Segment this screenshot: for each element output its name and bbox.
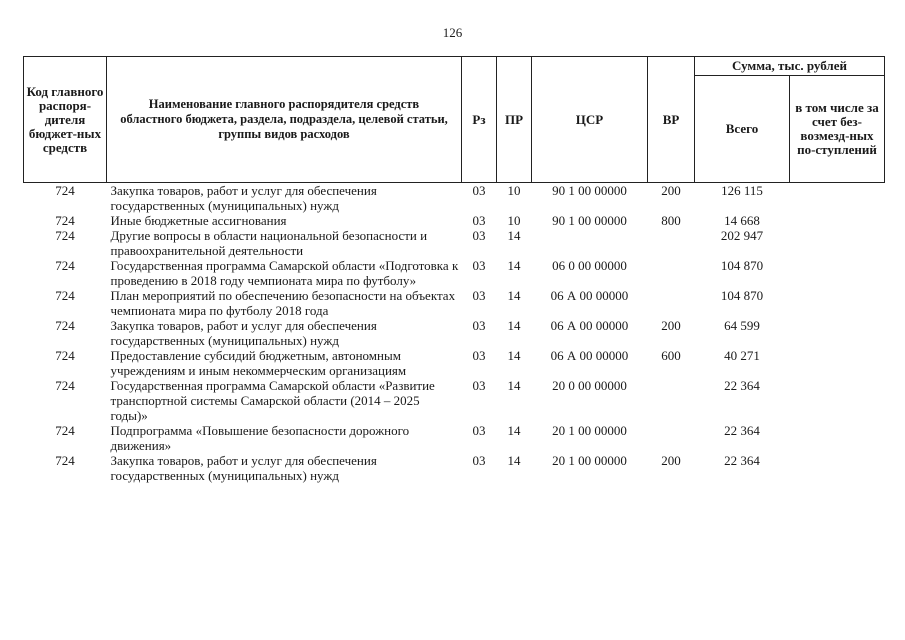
cell-rz: 03 [472,213,486,228]
table-row [24,378,885,423]
table-row [24,423,885,453]
cell-total: 22 364 [724,423,760,438]
cell-csr: 06 0 00 00000 [552,258,627,273]
cell-pr: 10 [507,183,521,198]
table-row [24,183,885,214]
table-body [24,183,885,484]
cell-name: Закупка товаров, работ и услуг для обеспечения государственных (муниципальных) нужд [110,318,377,348]
cell-csr: 20 1 00 00000 [552,423,627,438]
cell-pr: 14 [507,228,521,243]
cell-gratuitous [790,288,885,318]
cell-name: Государственная программа Самарской области «Развитие транспортной системы Самарской области (2014 – 2025 годы)» [110,378,435,423]
page-number: 126 [442,25,463,40]
cell-code: 724 [55,348,75,363]
cell-gratuitous [790,348,885,378]
header-total: Всего [695,76,790,183]
table-row [24,213,885,228]
table-row [24,453,885,483]
header-csr: ЦСР [532,57,648,183]
table-row [24,318,885,348]
table-row [24,288,885,318]
cell-vr [648,378,695,423]
cell-total: 14 668 [724,213,760,228]
cell-gratuitous [790,318,885,348]
cell-code: 724 [55,183,75,198]
cell-gratuitous [790,423,885,453]
cell-vr [648,423,695,453]
cell-name: Подпрограмма «Повышение безопасности дорожного движения» [110,423,410,453]
header-name-main: Наименование главного распорядителя средств [148,97,420,111]
cell-rz: 03 [472,378,486,393]
cell-gratuitous [790,378,885,423]
cell-vr [648,258,695,288]
cell-csr: 06 А 00 00000 [550,348,629,363]
cell-pr: 14 [507,258,521,273]
header-sum: Сумма, тыс. рублей [695,57,885,76]
cell-code: 724 [55,288,75,303]
cell-name: Закупка товаров, работ и услуг для обеспечения государственных (муниципальных) нужд [110,453,377,483]
cell-name: План мероприятий по обеспечению безопасности на объектах чемпионата мира по футболу 2018 года [110,288,456,318]
table-header [24,57,885,183]
table-row [24,258,885,288]
cell-name: Иные бюджетные ассигнования [110,213,287,228]
cell-gratuitous [790,183,885,214]
cell-rz: 03 [472,228,486,243]
cell-gratuitous [790,453,885,483]
cell-total: 22 364 [724,378,760,393]
cell-total: 22 364 [724,453,760,468]
cell-csr: 06 А 00 00000 [550,318,629,333]
cell-code: 724 [55,453,75,468]
cell-total: 64 599 [724,318,760,333]
cell-total: 104 870 [720,288,764,303]
cell-code: 724 [55,423,75,438]
cell-name: Закупка товаров, работ и услуг для обеспечения государственных (муниципальных) нужд [110,183,377,213]
cell-gratuitous [790,258,885,288]
cell-pr: 14 [507,288,521,303]
cell-code: 724 [55,378,75,393]
cell-code: 724 [55,213,75,228]
cell-csr [532,228,648,258]
cell-gratuitous [790,213,885,228]
cell-csr: 20 0 00 00000 [552,378,627,393]
cell-total: 104 870 [720,258,764,273]
cell-pr: 14 [507,348,521,363]
cell-rz: 03 [472,453,486,468]
header-gratuitous: в том числе за счет без-возмезд-ных по-ступлений [790,76,885,183]
cell-total: 126 115 [721,183,763,198]
cell-pr: 14 [507,318,521,333]
cell-total: 40 271 [724,348,760,363]
cell-csr: 90 1 00 00000 [552,213,627,228]
cell-vr: 200 [661,453,681,468]
cell-csr: 90 1 00 00000 [552,183,627,198]
cell-code: 724 [55,228,75,243]
header-rz: Рз [462,57,497,183]
cell-vr: 200 [661,183,681,198]
cell-pr: 10 [507,213,521,228]
cell-vr [648,288,695,318]
table-row [24,228,885,258]
header-name [107,57,462,183]
cell-vr [648,228,695,258]
table-row [24,348,885,378]
cell-total: 202 947 [720,228,764,243]
cell-code: 724 [55,258,75,273]
cell-rz: 03 [472,183,486,198]
cell-rz: 03 [472,258,486,273]
cell-name: Предоставление субсидий бюджетным, автономным учреждениям и иным некоммерческим организациям [110,348,407,378]
cell-vr: 800 [661,213,681,228]
cell-csr: 20 1 00 00000 [552,453,627,468]
cell-code: 724 [55,318,75,333]
cell-vr: 200 [661,318,681,333]
budget-table [23,56,885,483]
header-name-rest: областного бюджета, раздела, подраздела, целевой статьи, группы видов расходов [120,112,448,141]
cell-rz: 03 [472,318,486,333]
cell-pr: 14 [507,423,521,438]
cell-rz: 03 [472,288,486,303]
header-vr: ВР [648,57,695,183]
header-code: Код главного распоря-дителя бюджет-ных средств [24,57,107,183]
cell-name: Государственная программа Самарской области «Подготовка к проведению в 2018 году чемпионата мира по футболу» [110,258,459,288]
cell-pr: 14 [507,378,521,393]
header-pr: ПР [497,57,532,183]
cell-csr: 06 А 00 00000 [550,288,629,303]
cell-vr: 600 [661,348,681,363]
cell-pr: 14 [507,453,521,468]
cell-name: Другие вопросы в области национальной безопасности и правоохранительной деятельности [110,228,428,258]
cell-rz: 03 [472,423,486,438]
cell-rz: 03 [472,348,486,363]
cell-gratuitous [790,228,885,258]
